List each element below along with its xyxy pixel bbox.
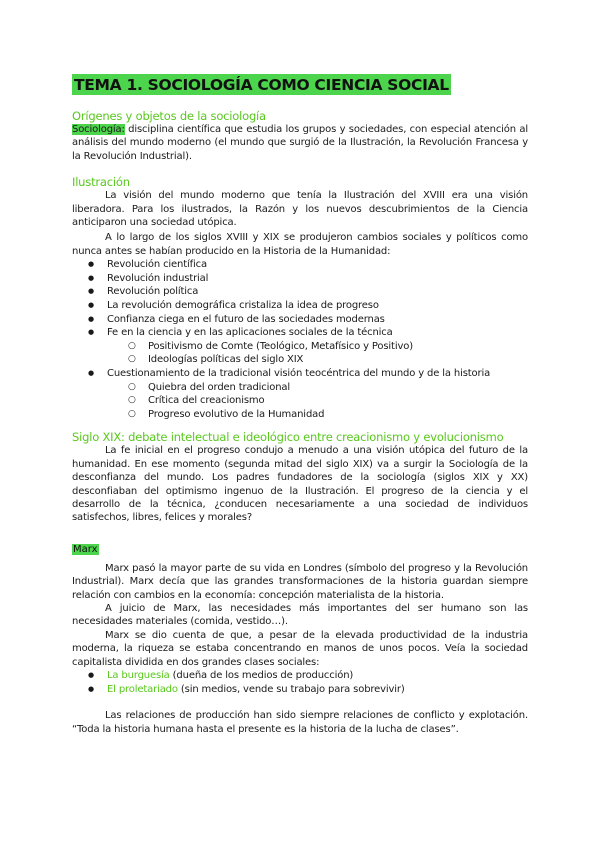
class-name: La burguesía [107,670,170,682]
heading-siglo-xix: Siglo XIX: debate intelectual e ideológico entre creacionismo y evolucionismo [72,430,504,445]
siglo-paragraph: La fe inicial en el progreso condujo a menudo a una visión utópica del futuro de la humanidad. En ese momento (segunda mitad del siglo XIX) va a surgir la Sociología de la desconfianza del mundo. Los padres fundadores de la sociología (siglos XIX y XX) desconfiaban del optimismo ingenuo de la Ilustración. El progreso de la ciencia y el desarrollo de la técnica, ¿conducen necesariamente a una sociedad de individuos satisfechos, libres, felices y morales? [72,445,528,524]
list-item: ● Revolución industrial [72,272,528,286]
class-desc: (dueña de los medios de producción) [169,670,354,682]
page-title: TEMA 1. SOCIOLOGÍA COMO CIENCIA SOCIAL [74,76,449,94]
document-page [72,68,528,736]
definition-text: disciplina científica que estudia los grupos y sociedades, con especial atención al análisis del mundo moderno (el mundo que surgió de la Ilustración, la Revolución Francesa y la Revolución Industrial). [72,124,528,162]
ilustracion-paragraph-1: La visión del mundo moderno que tenía la Ilustración del XVIII era una visión liberadora. Para los ilustrados, la Razón y los nuevos descubrimientos de la Ciencia anticiparon una sociedad utópica. [72,190,528,229]
sub-list-item: ○ Ideologías políticas del siglo XIX [72,353,528,367]
clases-list [72,669,528,696]
ilustracion-list [72,258,528,421]
sub-list-item: ○ Crítica del creacionismo [72,394,528,408]
heading-origenes: Orígenes y objetos de la sociología [72,109,266,123]
class-name: El proletariado [107,683,178,695]
marx-label: Marx [73,543,98,555]
sub-list-item: ○ Positivismo de Comte (Teológico, Metafísico y Positivo) [72,340,528,354]
list-item: ● Confianza ciega en el futuro de las sociedades modernas [72,313,528,327]
marx-paragraph-2: A juicio de Marx, las necesidades más importantes del ser humano son las necesidades materiales (comida, vestido…). [72,603,528,628]
list-item: ● Revolución científica [72,258,528,272]
list-item: ● La revolución demográfica cristaliza la idea de progreso [72,299,528,313]
marx-paragraph-3: Marx se dio cuenta de que, a pesar de la elevada productividad de la industria moderna, la riqueza se estaba concentrando en manos de unos pocos. Veía la sociedad capitalista dividida en dos grandes clases sociales: [72,629,528,668]
sub-list-item: ○ Quiebra del orden tradicional [72,381,528,395]
list-item: ● Fe en la ciencia y en las aplicaciones sociales de la técnica [72,326,528,340]
definition-paragraph [72,123,528,163]
class-desc: (sin medios, vende su trabajo para sobrevivir) [177,683,405,695]
sub-list-item: ○ Progreso evolutivo de la Humanidad [72,408,528,422]
list-item: ● Revolución política [72,285,528,299]
heading-ilustracion: Ilustración [72,175,130,190]
marx-paragraph-4: Las relaciones de producción han sido siempre relaciones de conflicto y explotación. “Toda la historia humana hasta el presente es la historia de la lucha de clases”. [72,710,528,735]
marx-paragraph-1: Marx pasó la mayor parte de su vida en Londres (símbolo del progreso y la Revolución Industrial). Marx decía que las grandes transformaciones de la historia guardan siempre relación con cambios en la economía: concepción materialista de la historia. [72,562,528,601]
ilustracion-paragraph-2: A lo largo de los siglos XVIII y XIX se produjeron cambios sociales y políticos como nunca antes se habían producido en la Historia de la Humanidad: [72,232,528,257]
list-item: ● Cuestionamiento de la tradicional visión teocéntrica del mundo y de la historia [72,367,528,381]
term-sociologia: Sociología: [72,124,125,135]
class-item-burguesia [72,669,528,683]
class-item-proletariado [72,683,528,697]
